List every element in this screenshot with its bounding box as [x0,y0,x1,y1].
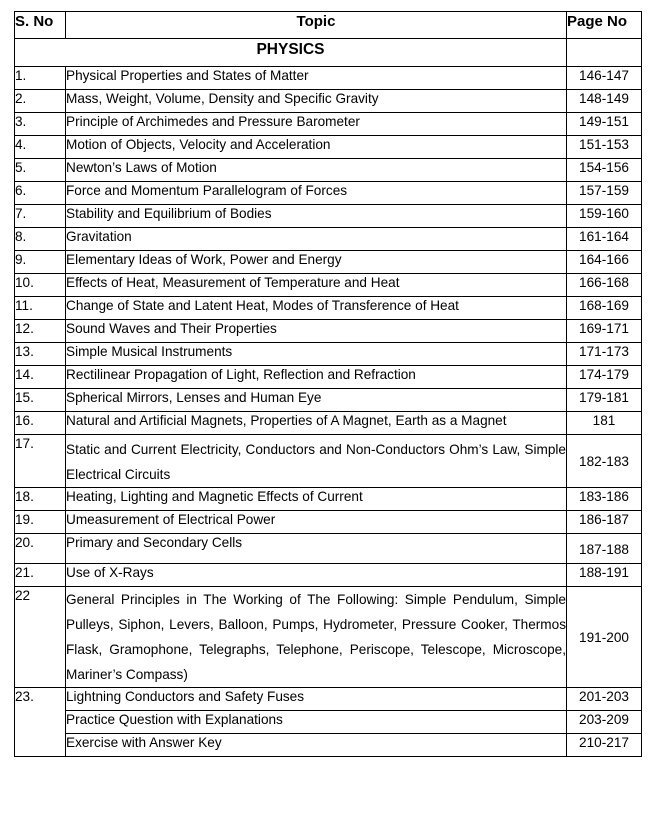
row-sno: 14. [15,366,66,389]
row-topic: Primary and Secondary Cells [66,534,567,564]
table-row [15,688,642,711]
table-row [15,90,642,113]
row-sno: 13. [15,343,66,366]
row-page: 188-191 [567,564,642,587]
row-page: 181 [567,412,642,435]
row-page: 161-164 [567,228,642,251]
row-sno: 23. [15,688,66,757]
row-topic: Motion of Objects, Velocity and Acceleration [66,136,567,159]
row-sno: 21. [15,564,66,587]
row-topic: Stability and Equilibrium of Bodies [66,205,567,228]
table-row [15,587,642,688]
row-sno: 16. [15,412,66,435]
row-topic: Rectilinear Propagation of Light, Reflection and Refraction [66,366,567,389]
row-page: 171-173 [567,343,642,366]
row-page: 179-181 [567,389,642,412]
table-row [15,297,642,320]
row-topic: Natural and Artificial Magnets, Properties of A Magnet, Earth as a Magnet [66,412,567,435]
row-sno: 9. [15,251,66,274]
table-row [15,366,642,389]
row-topic: Exercise with Answer Key [66,734,567,757]
row-topic: Lightning Conductors and Safety Fuses [66,688,567,711]
row-topic: Umeasurement of Electrical Power [66,511,567,534]
table-of-contents [14,11,642,757]
row-topic: Heating, Lighting and Magnetic Effects of Current [66,488,567,511]
row-sno: 7. [15,205,66,228]
row-sno: 8. [15,228,66,251]
table-row [15,534,642,564]
table-row [15,511,642,534]
row-topic: General Principles in The Working of The Following: Simple Pendulum, Simple Pulleys, Siphon, Levers, Balloon, Pumps, Hydrometer, Pressure Cooker, Thermos Flask, Gramophone, Telegraphs, Telephone, Periscope, Telescope, Microscope, Mariner’s Compass) [66,587,567,688]
row-sno: 12. [15,320,66,343]
row-sno: 20. [15,534,66,564]
row-sno: 15. [15,389,66,412]
section-page-empty [567,39,642,67]
row-page: 169-171 [567,320,642,343]
table-row [15,320,642,343]
row-page: 210-217 [567,734,642,757]
row-sno: 11. [15,297,66,320]
section-row [15,39,642,67]
table-row [15,136,642,159]
row-page: 182-183 [567,435,642,488]
row-page: 186-187 [567,511,642,534]
row-page: 157-159 [567,182,642,205]
row-page: 201-203 [567,688,642,711]
row-page: 154-156 [567,159,642,182]
header-topic: Topic [66,12,567,39]
table-row [15,412,642,435]
table-row [15,343,642,366]
table-row [15,205,642,228]
row-topic: Use of X-Rays [66,564,567,587]
row-page: 164-166 [567,251,642,274]
table-row [15,182,642,205]
row-sno: 4. [15,136,66,159]
row-page: 149-151 [567,113,642,136]
row-topic: Elementary Ideas of Work, Power and Energy [66,251,567,274]
table-row [15,389,642,412]
row-page: 191-200 [567,587,642,688]
row-sno: 3. [15,113,66,136]
row-sno: 2. [15,90,66,113]
section-title: PHYSICS [15,39,567,67]
row-page: 146-147 [567,67,642,90]
row-topic: Simple Musical Instruments [66,343,567,366]
row-sno: 17. [15,435,66,488]
row-page: 187-188 [567,534,642,564]
row-page: 203-209 [567,711,642,734]
row-topic: Spherical Mirrors, Lenses and Human Eye [66,389,567,412]
row-page: 174-179 [567,366,642,389]
row-sno: 10. [15,274,66,297]
row-topic: Mass, Weight, Volume, Density and Specific Gravity [66,90,567,113]
row-sno: 22 [15,587,66,688]
row-topic: Newton’s Laws of Motion [66,159,567,182]
row-sno: 18. [15,488,66,511]
row-page: 168-169 [567,297,642,320]
table-row [15,113,642,136]
row-topic: Gravitation [66,228,567,251]
row-topic: Static and Current Electricity, Conductors and Non-Conductors Ohm’s Law, Simple Electrical Circuits [66,435,567,488]
row-page: 183-186 [567,488,642,511]
row-page: 159-160 [567,205,642,228]
table-row [15,274,642,297]
row-sno: 5. [15,159,66,182]
row-sno: 1. [15,67,66,90]
table-row [15,435,642,488]
row-topic: Force and Momentum Parallelogram of Forces [66,182,567,205]
row-sno: 6. [15,182,66,205]
row-topic: Principle of Archimedes and Pressure Barometer [66,113,567,136]
table-row [15,711,642,734]
row-topic: Change of State and Latent Heat, Modes of Transference of Heat [66,297,567,320]
header-row [15,12,642,39]
table-row [15,251,642,274]
row-page: 166-168 [567,274,642,297]
row-topic: Effects of Heat, Measurement of Temperature and Heat [66,274,567,297]
row-topic: Practice Question with Explanations [66,711,567,734]
table-row [15,734,642,757]
table-row [15,159,642,182]
row-page: 151-153 [567,136,642,159]
table-row [15,67,642,90]
header-sno: S. No [15,12,66,39]
table-row [15,228,642,251]
row-page: 148-149 [567,90,642,113]
table-row [15,488,642,511]
row-topic: Sound Waves and Their Properties [66,320,567,343]
row-topic: Physical Properties and States of Matter [66,67,567,90]
row-sno: 19. [15,511,66,534]
table-row [15,564,642,587]
header-page: Page No [567,12,642,39]
